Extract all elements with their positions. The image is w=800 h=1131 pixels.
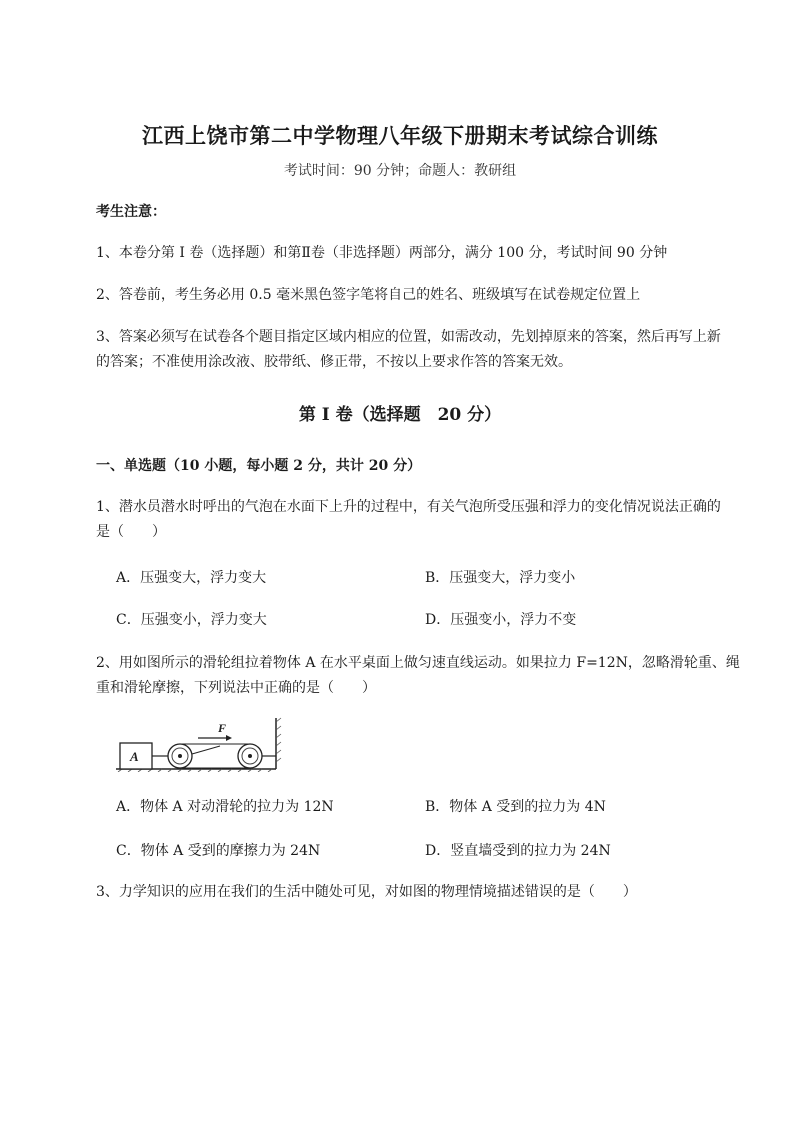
movable-pulley-axle bbox=[178, 754, 182, 758]
note-item-3-cont: 的答案；不准使用涂改液、胶带纸、修正带，不按以上要求作答的答案无效。 bbox=[96, 354, 572, 370]
part-heading: 一、单选题（10 小题，每小题 2 分，共计 20 分） bbox=[96, 458, 422, 474]
q2-option-a[interactable]: A．物体 A 对动滑轮的拉力为 12N bbox=[116, 799, 334, 815]
note-item-2: 2、答卷前，考生务必用 0.5 毫米黑色签字笔将自己的姓名、班级填写在试卷规定位置上 bbox=[96, 287, 641, 303]
block-a-label: A bbox=[130, 749, 139, 764]
note-item-1: 1、本卷分第 I 卷（选择题）和第Ⅱ卷（非选择题）两部分，满分 100 分，考试时间 90 分钟 bbox=[96, 245, 668, 261]
rope-diagonal bbox=[192, 746, 220, 754]
notes-heading: 考生注意： bbox=[96, 204, 166, 220]
pulley-diagram-svg bbox=[114, 716, 284, 772]
page-title: 江西上饶市第二中学物理八年级下册期末考试综合训练 bbox=[142, 123, 658, 148]
q1-option-a[interactable]: A．压强变大，浮力变大 bbox=[116, 570, 267, 586]
q1-option-b[interactable]: B．压强变大，浮力变小 bbox=[425, 570, 576, 586]
q1-option-d[interactable]: D．压强变小，浮力不变 bbox=[425, 612, 577, 628]
q1-option-c[interactable]: C．压强变小，浮力变大 bbox=[116, 612, 267, 628]
question-2-text-cont: 重和滑轮摩擦，下列说法中正确的是（ ） bbox=[96, 680, 376, 696]
question-1-text-cont: 是（ ） bbox=[96, 524, 166, 540]
force-label: F bbox=[218, 721, 227, 735]
exam-info: 考试时间：90 分钟；命题人：教研组 bbox=[283, 163, 517, 179]
q2-option-d[interactable]: D．竖直墙受到的拉力为 24N bbox=[425, 843, 611, 859]
q2-option-b[interactable]: B．物体 A 受到的拉力为 4N bbox=[425, 799, 606, 815]
pulley-diagram bbox=[114, 716, 284, 772]
q2-option-c[interactable]: C．物体 A 受到的摩擦力为 24N bbox=[116, 843, 321, 859]
section-title: 第 I 卷（选择题 20 分） bbox=[298, 405, 502, 425]
note-item-3: 3、答案必须写在试卷各个题目指定区域内相应的位置，如需改动，先划掉原来的答案，然后再写上新 bbox=[96, 329, 721, 345]
question-3-text: 3、力学知识的应用在我们的生活中随处可见，对如图的物理情境描述错误的是（ ） bbox=[96, 884, 637, 900]
question-1-text: 1、潜水员潜水时呼出的气泡在水面下上升的过程中，有关气泡所受压强和浮力的变化情况说法正确的 bbox=[96, 499, 721, 515]
fixed-pulley-axle bbox=[248, 754, 252, 758]
question-2-text: 2、用如图所示的滑轮组拉着物体 A 在水平桌面上做匀速直线运动。如果拉力 F=12N，忽略滑轮重、绳 bbox=[96, 655, 740, 671]
force-arrowhead bbox=[226, 735, 232, 741]
